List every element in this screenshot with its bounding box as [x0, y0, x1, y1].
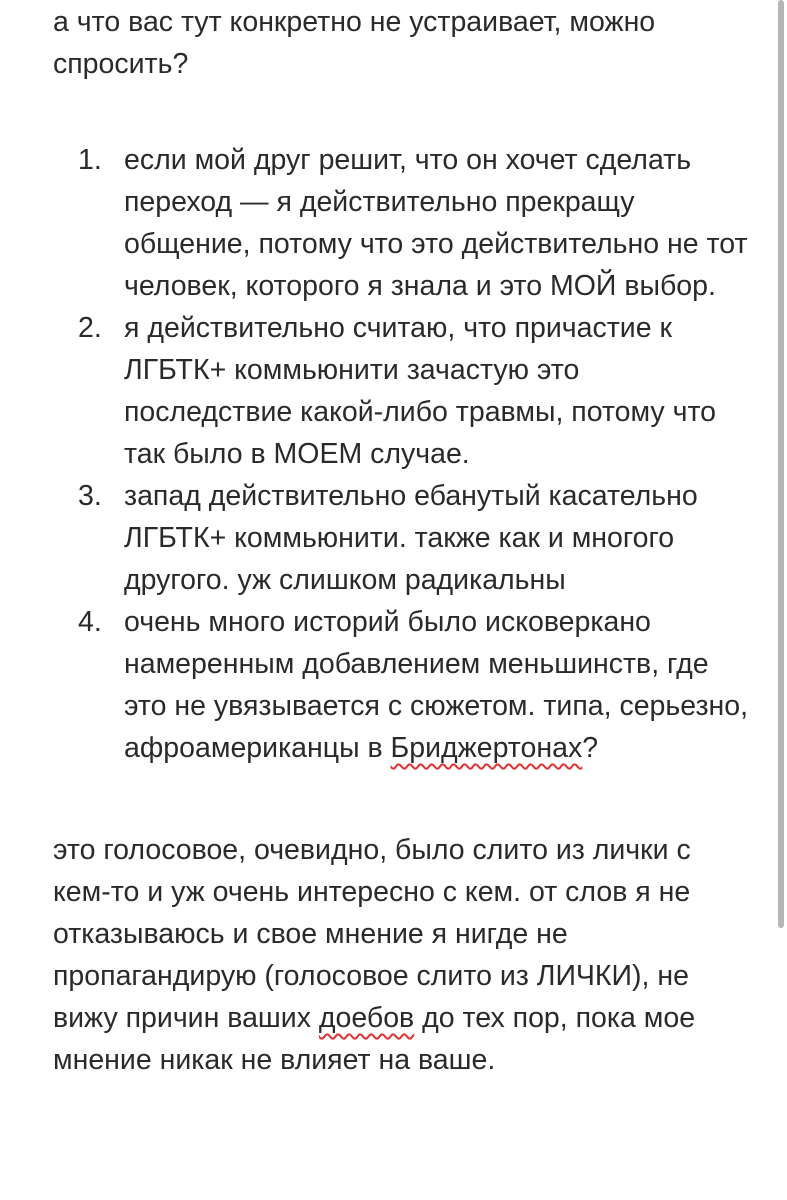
list-item [53, 601, 753, 769]
list-item [53, 139, 753, 307]
outro-text-part: до тех пор, пока мое мнение никак не влияет на ваше. [53, 1002, 696, 1076]
misspelled-word[interactable]: доебов [318, 1002, 415, 1034]
list-number: 1. [78, 144, 102, 176]
numbered-list [53, 139, 753, 769]
outro-paragraph [53, 829, 753, 1081]
list-item-text: запад действительно ебанутый касательно ЛГБТК+ коммьюнити. также как и многого другого. уж слишком радикальны [124, 480, 698, 596]
list-item-text [124, 606, 748, 764]
misspelled-word[interactable]: Бриджертонах [390, 732, 583, 764]
list-item-text: я действительно считаю, что причастие к ЛГБТК+ коммьюнити зачастую это последствие какой-либо травмы, потому что так было в МОЕМ случае. [124, 312, 717, 470]
list-item [53, 475, 753, 601]
list-number: 4. [78, 606, 102, 638]
scrollbar[interactable] [778, 0, 784, 928]
list-item-text: если мой друг решит, что он хочет сделать переход — я действительно прекращу общение, потому что это действительно не тот человек, которого я знала и это МОЙ выбор. [124, 144, 748, 302]
document-body [53, 0, 753, 1081]
intro-paragraph: а что вас тут конкретно не устраивает, можно спросить? [53, 6, 656, 80]
list-item [53, 307, 753, 475]
outro-text-part: это голосовое, очевидно, было слито из лички с кем-то и уж очень интересно с кем. от слов я не отказываюсь и свое мнение я нигде не пропагандирую (голосовое слито из ЛИЧКИ), не вижу причин ваших [53, 834, 691, 1034]
list-number: 3. [78, 480, 102, 512]
list-item-text-part: очень много историй было исковеркано намеренным добавлением меньшинств, где это не увязывается с сюжетом. типа, серьезно, афроамериканцы в [124, 606, 749, 764]
list-item-text-part: ? [582, 732, 599, 764]
list-number: 2. [78, 312, 102, 344]
